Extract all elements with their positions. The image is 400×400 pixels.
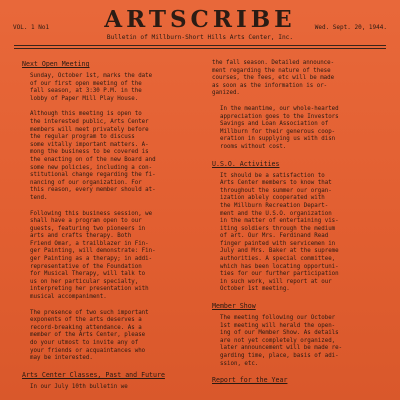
issue-date: Wed. Sept. 20, 1944. [314,24,387,31]
paragraph: Sunday, October 1st, marks the date of our first open meeting of the fall season, at 3:30 P.M. in the lobby of Paper Mill Play House. [30,73,153,102]
volume-number: VOL. 1 No1 [13,24,50,31]
header-rule [14,45,386,46]
paragraph: In our July 10th bulletin we [30,383,128,390]
heading-uso-activities: U.S.O. Activities [212,159,280,168]
paragraph: The presence of two such important exponents of the arts deserves a record-breaking attendance. As a member of the Arts Center, please do your utmost to invite any of your friends or acquaintances who may be interested. [30,309,149,362]
paragraph: the fall season. Detailed announce- ment regarding the nature of these courses, the fees, etc will be made as soon as the information is or- ganized. [212,60,335,97]
masthead-title: ARTSCRIBE [104,6,296,33]
heading-classes: Arts Center Classes, Past and Future [22,370,165,379]
paragraph: The meeting following our October 1st meeting will herald the open- ing of our Member Show. As details are not yet completely organized, later announcement will be made re- garding time, place, basis of adi- ssion, etc. [220,315,343,367]
right-column [212,60,390,389]
header-rule-lower [14,48,386,49]
paragraph: Following this business session, we shall have a program open to our guests, featuring two pioneers in arts and crafts therapy. Both Friend Omar, a trailblazer in Fin- ger Painting, will demonstrate: Fin- ger Painting as a therapy; in addi- representative of the Foundation for Musical Therapy, will talk to us on her particular specialty, interpreting her presentation with musical accompaniment. [30,210,156,301]
paragraph: In the meantime, our whole-hearted appreciation goes to the Investors Savings and Loan Association of Millburn for their generous coop- eration in supplying us with disn rooms without cost. [220,105,339,150]
left-column [22,60,200,399]
heading-report-for-year: Report for the Year [212,376,288,385]
heading-next-open-meeting: Next Open Meeting [22,60,90,68]
paragraph: Although this meeting is open to the interested public, Arts Center members will meet privately before the regular program to discuss some vitally important matters. A- mong the business to be covered is the enacting on of the new Board and some new policies, including a con- stitutional change regarding the fi- nancing of our organization. For this reason, every member should at- tend. [30,111,156,201]
paragraph: It should be a satisfaction to Arts Center members to know that throughout the summer our organ- ization ablely cooperated with the Millburn Recreation Depart- ment and the U.S.O. organization in the matter of entertaining vis- iting soldiers through the medium of art. Our Mrs. Ferdinand Read finger painted with servicemen in July and Mrs. Baker at the supreme authorities. A special committee, which has been locating opportuni- ties for our further participation in such work, will report at our October 1st meeting. [220,172,339,293]
bulletin-subtitle: Bulletin of Millburn-Short Hills Arts Center, Inc. [106,34,294,41]
heading-member-show: Member Show [212,302,256,311]
